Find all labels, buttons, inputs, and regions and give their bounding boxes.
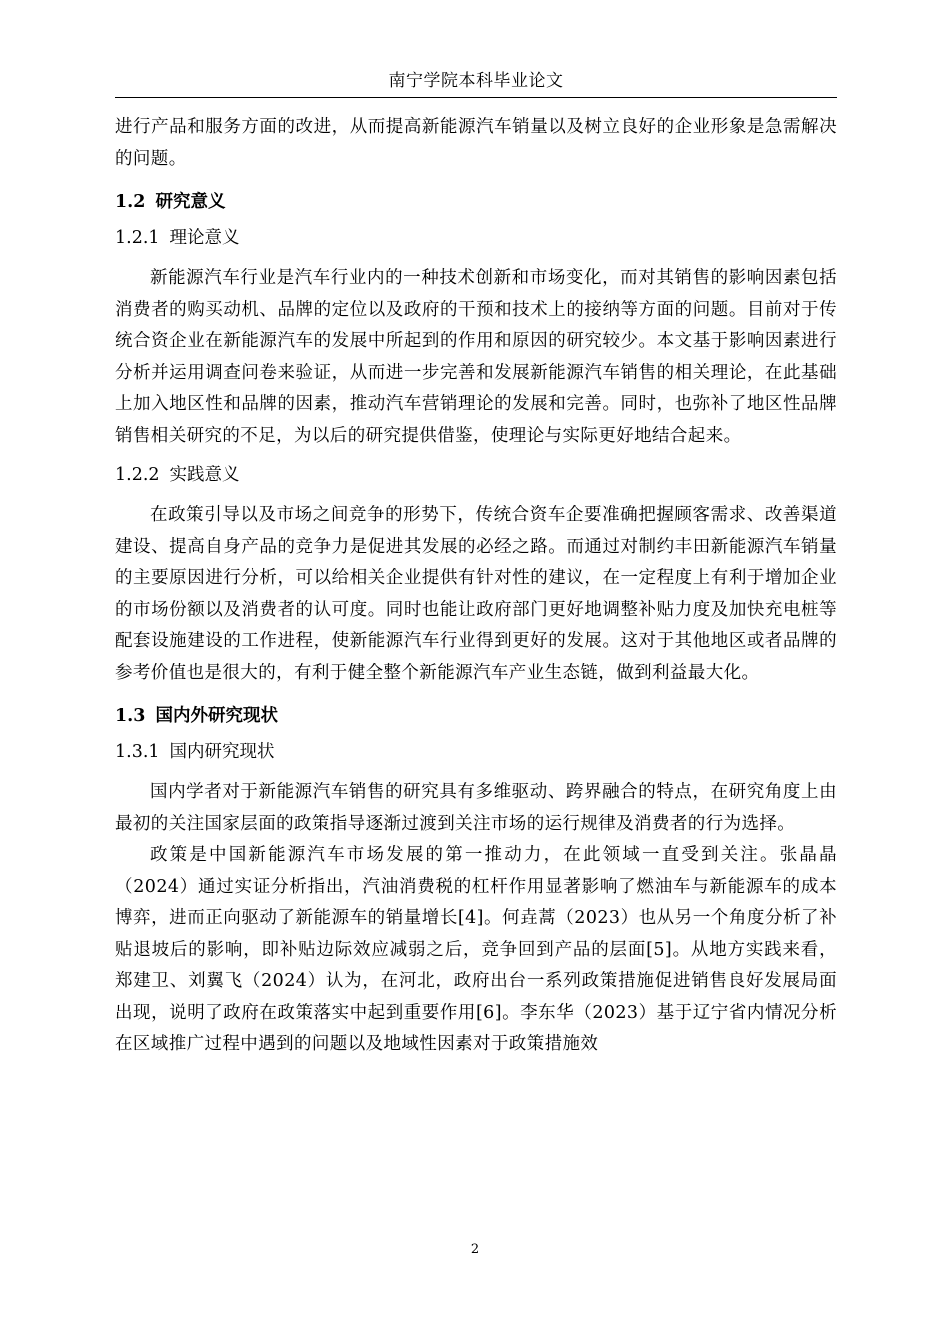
subsection-number: 1.2.1 [115, 228, 160, 248]
body-content [115, 112, 837, 1061]
section-number: 1.3 [115, 706, 146, 726]
subsection-title: 理论意义 [169, 228, 240, 248]
subsection-number: 1.3.1 [115, 742, 160, 762]
subsection-heading-1-2-2 [115, 462, 837, 488]
section-number: 1.2 [115, 192, 146, 212]
running-header: 南宁学院本科毕业论文 [388, 71, 564, 91]
intro-paragraph: 进行产品和服务方面的改进，从而提高新能源汽车销量以及树立良好的企业形象是急需解决的问题。 [115, 117, 837, 169]
practice-significance-paragraph: 在政策引导以及市场之间竞争的形势下，传统合资车企要准确把握顾客需求、改善渠道建设、提高自身产品的竞争力是促进其发展的必经之路。而通过对制约丰田新能源汽车销量的主要原因进行分析，可以给相关企业提供有针对性的建议，在一定程度上有利于增加企业的市场份额以及消费者的认可度。同时也能让政府部门更好地调整补贴力度及加快充电桩等配套设施建设的工作进程，使新能源汽车行业得到更好的发展。这对于其他地区或者品牌的参考价值也是很大的，有利于健全整个新能源汽车产业生态链，做到利益最大化。 [115, 505, 837, 683]
page-number: 2 [470, 1242, 480, 1257]
subsection-number: 1.2.2 [115, 465, 160, 485]
header-divider [115, 97, 837, 98]
section-title: 国内外研究现状 [155, 706, 278, 726]
subsection-title: 国内研究现状 [169, 742, 275, 762]
section-title: 研究意义 [155, 192, 226, 212]
subsection-heading-1-3-1 [115, 739, 837, 765]
section-heading-1-3 [115, 703, 837, 729]
domestic-research-paragraph-1: 国内学者对于新能源汽车销售的研究具有多维驱动、跨界融合的特点，在研究角度上由最初的关注国家层面的政策指导逐渐过渡到关注市场的运行规律及消费者的行为选择。 [115, 782, 837, 834]
theory-significance-paragraph: 新能源汽车行业是汽车行业内的一种技术创新和市场变化，而对其销售的影响因素包括消费者的购买动机、品牌的定位以及政府的干预和技术上的接纳等方面的问题。目前对于传统合资企业在新能源汽车的发展中所起到的作用和原因的研究较少。本文基于影响因素进行分析并运用调查问卷来验证，从而进一步完善和发展新能源汽车销售的相关理论，在此基础上加入地区性和品牌的因素，推动汽车营销理论的发展和完善。同时，也弥补了地区性品牌销售相关研究的不足，为以后的研究提供借鉴，使理论与实际更好地结合起来。 [115, 268, 837, 446]
subsection-heading-1-2-1 [115, 225, 837, 251]
domestic-research-paragraph-2: 政策是中国新能源汽车市场发展的第一推动力，在此领域一直受到关注。张晶晶（2024）通过实证分析指出，汽油消费税的杠杆作用显著影响了燃油车与新能源车的成本博弈，进而正向驱动了新能源车的销量增长[4]。何垚蒿（2023）也从另一个角度分析了补贴退坡后的影响，即补贴边际效应减弱之后，竞争回到产品的层面[5]。从地方实践来看，郑建卫、刘翼飞（2024）认为，在河北，政府出台一系列政策措施促进销售良好发展局面出现，说明了政府在政策落实中起到重要作用[6]。李东华（2023）基于辽宁省内情况分析在区域推广过程中遇到的问题以及地域性因素对于政策措施效 [115, 845, 837, 1054]
subsection-title: 实践意义 [169, 465, 240, 485]
section-heading-1-2 [115, 189, 837, 215]
